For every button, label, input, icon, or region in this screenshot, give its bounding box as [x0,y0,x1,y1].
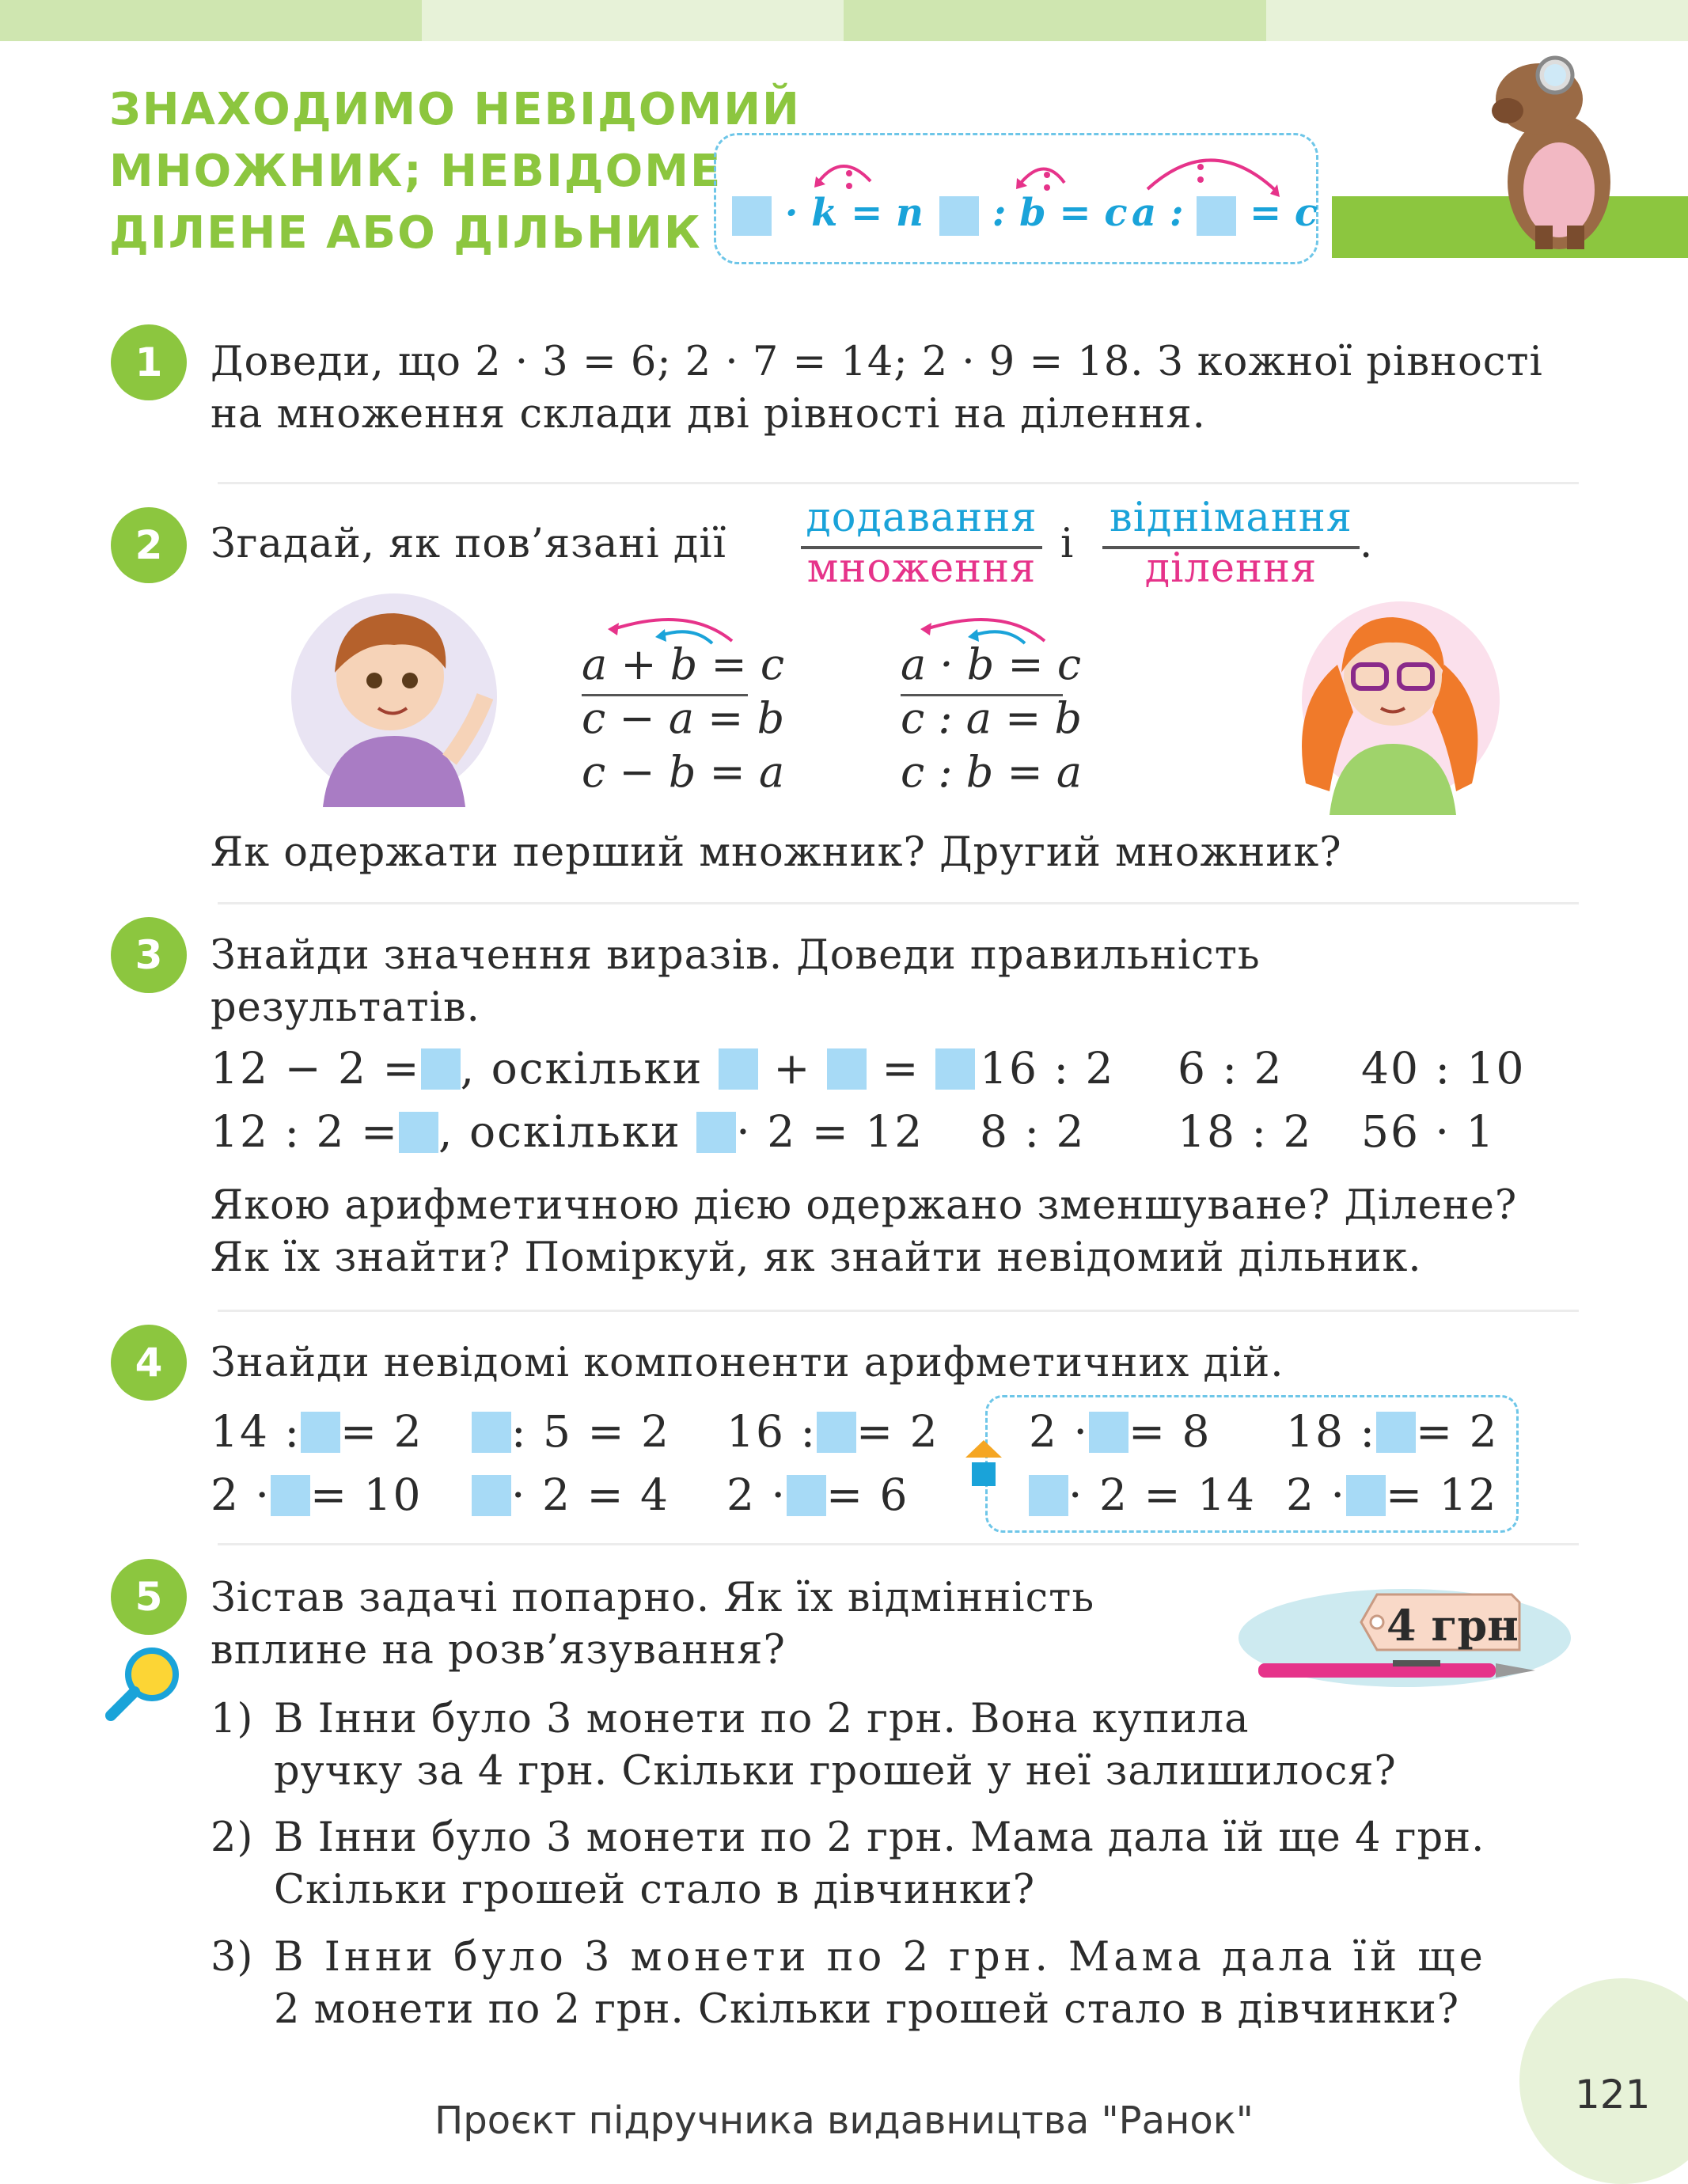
formula-text: · k = n [784,191,924,235]
formula-text: : b = c [992,191,1128,235]
expression: 56 · 1 [1361,1106,1496,1157]
fraction-bottom-multiplication: множення [806,545,1037,592]
task2-question: Як одержати перший множник? Другий множник? [211,829,1342,876]
task1-line: Доведи, що 2 · 3 = 6; 2 · 7 = 14; 2 · 9 = 18. З кожної рівності [211,339,1543,385]
girl-illustration [1274,586,1504,815]
capybara-mascot-illustration [1480,44,1622,257]
divider [218,1543,1579,1545]
divider [218,482,1579,484]
expression-text: = [882,1043,920,1094]
footer-publisher-note: Проєкт підручника видавництва "Ранок" [434,2099,1254,2143]
task2-intro: Згадай, як пов’язані дії [211,521,726,567]
boy-illustration [291,578,497,807]
expression: 8 : 2 [980,1106,1086,1157]
divider [218,902,1579,904]
fraction-top-addition: додавання [806,495,1037,541]
equation-with-box [1029,1406,1212,1457]
equation: a + b = c [582,639,785,689]
problem-text: В Інни було 3 монети по 2 грн. Мама дала їй ще 4 грн. [274,1814,1485,1861]
task-number-badge: 3 [111,917,187,993]
equation: c − a = b [582,693,785,743]
page-title [109,79,801,264]
expression-text: = 6 [825,1469,909,1520]
expression-text: 2 · [1029,1406,1089,1457]
top-bar-segment [0,0,422,41]
formula-box [714,133,1318,264]
unknown-box [1197,196,1236,236]
task1-line: на множення склади дві рівності на ділення. [211,391,1206,438]
answer-box[interactable] [935,1048,975,1090]
answer-box[interactable] [271,1475,310,1516]
expression-text: + [773,1043,812,1094]
problem-text: В Інни було 3 монети по 2 грн. Вона купила [274,1696,1250,1742]
fraction-top-subtraction: віднімання [1110,495,1352,541]
top-bar-segment [422,0,844,41]
price-tag-label: 4 грн [1386,1600,1519,1651]
answer-box[interactable] [817,1412,856,1453]
task-number-badge: 4 [111,1325,187,1401]
answer-box[interactable] [696,1112,736,1153]
answer-box[interactable] [787,1475,826,1516]
expression: 6 : 2 [1178,1043,1284,1094]
page-number: 121 [1575,2072,1651,2118]
equation-with-box [211,1406,423,1457]
expression-text: 2 · [726,1469,787,1520]
formula-1 [732,191,924,236]
task3-question: Якою арифметичною дією одержано зменшуване? Ділене? [211,1182,1518,1229]
equation-with-box [1286,1469,1498,1520]
task3-question: Як їх знайти? Поміркуй, як знайти невідомий дільник. [211,1234,1422,1281]
expression-text: 18 : [1286,1406,1376,1457]
answer-box[interactable] [399,1112,438,1153]
expression-text: , оскільки [438,1106,681,1157]
equation: c : a = b [901,693,1083,743]
problem-number: 3) [211,1934,254,1981]
fraction-bottom-division: ділення [1144,545,1318,592]
period: . [1360,521,1374,567]
conjunction: і [1060,521,1075,567]
answer-box[interactable] [719,1048,758,1090]
expression-text: · 2 = 4 [511,1469,670,1520]
expression-text: : 5 = 2 [511,1406,671,1457]
task-number-badge: 5 [111,1559,187,1635]
equation-with-box [211,1469,423,1520]
expression-text: = 2 [340,1406,423,1457]
equation-with-box [472,1406,670,1457]
top-bar-segment [844,0,1266,41]
expression-text: 14 : [211,1406,301,1457]
expression-text: · 2 = 12 [736,1106,924,1157]
problem-number: 1) [211,1696,254,1742]
equation-with-box [472,1469,670,1520]
expression: 18 : 2 [1178,1106,1313,1157]
title-line: ДІЛЕНЕ АБО ДІЛЬНИК [109,207,702,259]
task-number-badge: 2 [111,507,187,583]
top-bar-segment [1266,0,1688,41]
expression-text: · 2 = 14 [1068,1469,1256,1520]
equation: c : b = a [901,747,1083,797]
problem-text: ручку за 4 грн. Скільки грошей у неї залишилося? [274,1748,1397,1795]
expression-text: 2 · [211,1469,271,1520]
formula-text: a : [1132,191,1184,235]
problem-text: В Інни було 3 монети по 2 грн. Мама дала їй ще [274,1934,1487,1981]
equation: c − b = a [582,747,785,797]
expression-text: = 12 [1385,1469,1498,1520]
expression-text: 2 · [1286,1469,1346,1520]
answer-box[interactable] [472,1475,511,1516]
divider [218,1310,1579,1312]
answer-box[interactable] [421,1048,461,1090]
expression-text: 12 − 2 = [211,1043,421,1094]
task3-line: Знайди значення виразів. Доведи правильність [211,932,1261,979]
equation-with-box [1286,1406,1499,1457]
title-line: МНОЖНИК; НЕВІДОМЕ [109,146,723,197]
unknown-box [732,196,772,236]
task-number-badge: 1 [111,324,187,400]
expression-text: , оскільки [460,1043,704,1094]
answer-box[interactable] [827,1048,867,1090]
formula-2 [939,191,1128,236]
task3-row1 [211,1043,975,1094]
equation-with-box [726,1406,939,1457]
problem-text: 2 монети по 2 грн. Скільки грошей стало в дівчинки? [274,1986,1460,2033]
equation-with-box [1029,1469,1256,1520]
expression-text: = 2 [1416,1406,1499,1457]
problem-number: 2) [211,1814,254,1861]
title-line: ЗНАХОДИМО НЕВІДОМИЙ [109,84,801,135]
expression-text: 16 : [726,1406,817,1457]
answer-box[interactable] [301,1412,340,1453]
equation-with-box [726,1469,909,1520]
expression-text: = 2 [856,1406,939,1457]
answer-box[interactable] [1346,1475,1386,1516]
task5-line: Зістав задачі попарно. Як їх відмінність [211,1575,1095,1621]
magnifier-icon [103,1644,182,1723]
task4-instruction: Знайди невідомі компоненти арифметичних дій. [211,1340,1284,1386]
task5-line: вплине на розв’язування? [211,1627,786,1674]
task3-row2 [211,1106,924,1157]
equation: a · b = c [901,639,1082,689]
formula-text: = c [1249,191,1318,235]
problem-text: Скільки грошей стало в дівчинки? [274,1867,1036,1913]
difficulty-level-icon [964,1439,1003,1494]
answer-box[interactable] [1376,1412,1416,1453]
answer-box[interactable] [472,1412,511,1453]
unknown-box [939,196,979,236]
answer-box[interactable] [1029,1475,1068,1516]
expression: 16 : 2 [980,1043,1115,1094]
expression-text: 12 : 2 = [211,1106,400,1157]
expression-text: = 8 [1128,1406,1212,1457]
task3-line: результатів. [211,984,480,1031]
formula-3 [1132,191,1318,236]
expression-text: = 10 [309,1469,423,1520]
answer-box[interactable] [1089,1412,1128,1453]
expression: 40 : 10 [1361,1043,1526,1094]
